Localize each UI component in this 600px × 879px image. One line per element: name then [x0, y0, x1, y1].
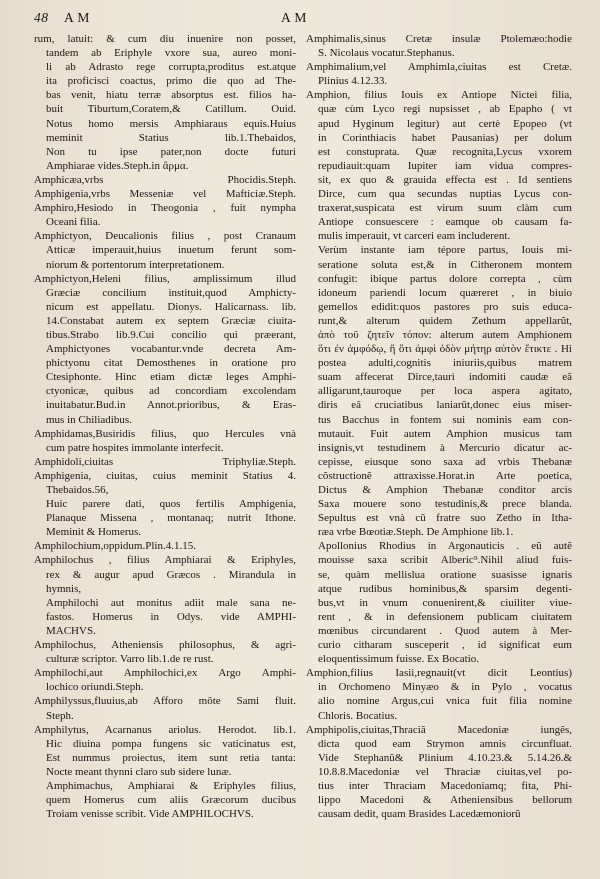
text-line: Oceani filia. [46, 216, 101, 229]
text-line: ctyonicæ, quibus ad concordiam excolendam [46, 385, 296, 398]
text-line: confugit: ibique partus dolore correpta , cùm [318, 272, 572, 285]
text-line: Nocte meant thynni claro sub sidere lunæ. [46, 765, 232, 778]
text-line: Thebaidos.56, [46, 484, 109, 496]
text-line: Planaque Missena , montanaq; nutrit Ithone. [46, 512, 296, 525]
text-line: cepisse, eiusque sono saxa ad vrbis Thebanæ [318, 455, 572, 468]
text-line: traxerat,suspicata est virum suum clàm cum [318, 202, 572, 215]
text-line: rent , & in defensionem publicam ciuitatem [318, 610, 572, 623]
text-line: Notus homo mersis Amphiaraus equis.Huius [46, 117, 296, 130]
text-line: mus in Chiliadibus. [46, 413, 132, 426]
text-line: Apollonius Rhodius in Argonauticis . eũ autẽ [318, 540, 572, 553]
text-line: Amphictyon, Deucalionis filius , post Cranaum [34, 230, 296, 243]
left-running-head: A M [64, 10, 90, 25]
text-line: se, quàm mellislua oratione suasisse ignaris [318, 568, 572, 581]
text-line: gemellos edidit:quos pastores pro suis educa- [318, 300, 572, 313]
text-line: 10.8.8.Macedoniæ vel Thraciæ ciuitas,vel po- [318, 765, 572, 778]
text-line: 14.Constabat autem ex septem Græciæ ciuita- [46, 314, 296, 327]
text-line: mœnibus circundarent . Quod autem à Mer- [318, 624, 572, 637]
text-line: Amphimachus, Amphiarai & Eriphyles filius, [46, 779, 296, 792]
text-line: Amphion,filius Iasii,regnauit(vt dicit Leontius) [306, 667, 572, 680]
text-line: rum, latuit: & cum diu inuenire non posset, [34, 33, 296, 45]
text-line: lochico oriundi.Steph. [46, 681, 144, 694]
text-line: culturæ scriptor. Varro lib.1.de re rust. [46, 653, 214, 666]
text-line: idoneum pariendi locum quæreret , in biuio [318, 286, 572, 299]
text-line: Chloris. Bocatius. [318, 709, 398, 722]
text-line: Steph. [46, 709, 74, 722]
text-line: Vide Stephanũ& Plinium 4.10.23.& 5.14.26.& [318, 751, 572, 764]
text-line: tibus.Strabo lib.9.Cui concilio qui præerant, [46, 328, 296, 341]
text-line: postea adulti,cognitis iniuriis,quibus matrem [318, 357, 572, 370]
text-line: Amphilyssus,fluuius,ab Afforo mõte Sami fluit. [34, 695, 296, 708]
text-line: Est nummus proiectus, item sunt retia tanta: [46, 751, 296, 764]
text-line: quem Homerus cum aliis Græcorum ducibus [46, 794, 296, 807]
text-line: rex & augur apud Græcos . Mirandula in [46, 568, 296, 581]
text-line: bus,vt in vnum conuenirent,& ciuiliter viue- [318, 596, 572, 609]
text-line: Amphictyones vocabantur.vnde decreta Am- [46, 343, 296, 356]
text-line: Ctesiphonte. Hinc etiam dictæ leges Amphi- [46, 371, 296, 384]
text-line: niorum & portentorum interpretationem. [46, 258, 225, 271]
text-line: Dirce, cum qua secundas nuptias Lycus con- [318, 188, 572, 201]
text-line: Amphictyon,Heleni filius, amplissimum illud [34, 272, 296, 285]
text-line: Saxa mouere sono testudinis,& prece blanda. [318, 498, 572, 511]
text-line: ἀπὸ τοῦ ζητεῖν τόπον: alterum autem Amphionem [318, 328, 572, 341]
text-line: buit Tiburtum,Coratem,& Catillum. Ouid. [46, 103, 296, 116]
text-line: cum patre hospites immolante interfecit. [46, 441, 224, 454]
text-columns [34, 32, 572, 821]
text-line: Amphilytus, Acarnanus ariolus. Herodot. lib.1. [34, 723, 296, 736]
text-line: bas venit, hiatu terræ absorptus est. filios ha- [46, 89, 296, 102]
text-line: mulis imperauit, vt carceri eam includerent. [318, 230, 511, 243]
text-line: Græciæ concilium instituit,quod Amphicty- [46, 286, 296, 299]
text-line: Amphigenia, ciuitas, cuius meminit Statius 4. [34, 469, 296, 482]
text-line: dicta quod eam Strymon amnis circunfluat. [318, 737, 572, 750]
text-line: tius inter Thraciam Macedoniamq; fita, Phi- [318, 779, 572, 792]
text-line: Amphilochi aut monitus adiit male sana ne- [46, 596, 296, 609]
text-line: MACHVS. [46, 624, 96, 637]
text-line: causam dedit, quam Brasides Lacedæmoniorũ [318, 808, 521, 821]
text-line: repudiauit:quam Iupiter iam vidua compres- [318, 159, 572, 172]
text-line: inuitabatur.Bud.in Annot.prioribus, & Eras- [46, 399, 296, 412]
running-header [34, 10, 572, 32]
text-line: Atticæ imperauit,huius inuetum ferunt som- [46, 244, 296, 257]
text-line: curio citharam susceperit , id significat eum [318, 639, 572, 652]
text-line: tandem ab Eriphyle vxore sua, aureo moni- [46, 47, 296, 60]
text-line: quæ cùm Lyco regi nupsisset , ab Epapho ( vt [318, 103, 572, 116]
text-line: seratione soluta est,& in Citheronem montem [318, 258, 572, 271]
page-number: 48 [34, 10, 49, 25]
text-line: fastos. Homerus in Odys. vide AMPHI- [46, 610, 296, 623]
text-line: cõstructionẽ attraxisse.Horat.in Arte poetica, [318, 469, 572, 482]
text-line: insignis,vt testudinem à Mercurio dicatur ac- [318, 441, 572, 454]
text-line: Amphiro,Hesiodo in Theogonia , fuit nympha [34, 202, 296, 215]
text-line: in Orchomeno Minyæo & in Pylo , vocatus [318, 681, 572, 694]
text-line: Amphicæa,vrbs Phocidis.Steph. [34, 173, 296, 186]
text-line: Amphimalium,vel Amphimla,ciuitas est Cretæ. [306, 61, 572, 74]
text-line: eloquentissimum fuisse. Ex Bocatio. [318, 653, 480, 666]
text-line: in Corinthiacis habet Pausanias) per dolum [318, 131, 572, 144]
right-column [306, 32, 572, 821]
text-line: Amphidamas,Busiridis filius, quo Hercules vnà [34, 427, 296, 440]
text-line: Troiam venisse scribit. Vide AMPHILOCHVS. [46, 808, 254, 821]
text-line: mutauit. Fuit autem Amphion musicus tam [318, 427, 572, 440]
left-column [34, 32, 296, 821]
text-line: Plinius 4.12.33. [318, 75, 388, 88]
text-line: Meminit & Homerus. [46, 526, 142, 539]
text-line: Amphiarae vides.Steph.in ἄρμα. [46, 159, 189, 172]
text-line: Amphimalis,sinus Cretæ insulæ Ptolemæo:hodie [306, 33, 572, 45]
text-line: suam affecerat Dirce,tauri indomiti caudæ eã [318, 371, 572, 384]
text-line: runt,& alterum quidem Zethum appellarũt, [318, 314, 572, 327]
text-line: ὅτι ἐν ἀμφόδῳ, ἢ ὅτι ἀμφὶ ὁδὸν μήτηρ αὐτὸν ἔτικτε . Hi [318, 343, 572, 356]
text-line: ita proficisci coactus, primo die quo ad The- [46, 75, 296, 88]
text-line: mouisse saxa scribit Alberic⁹.Nihil aliud fuis- [318, 554, 572, 567]
text-line: tus Bacchus in fontem sui nominis eam con- [318, 413, 572, 426]
text-line: Amphipolis,ciuitas,Thraciã Macedoniæ iungẽs, [306, 723, 572, 736]
text-line: Verùm instante iam tépore partus, Iouis mi- [318, 244, 572, 257]
text-line: Amphilochus , filius Amphiarai & Eriphyles, [34, 554, 296, 567]
text-line: atque rudibus hominibus,& sparsim degenti- [318, 582, 572, 595]
text-line: Antiope consuescere : eamque ob causam fa- [318, 216, 572, 229]
text-line: Non tu ipse pater,non docte futuri [46, 145, 296, 158]
text-line: meminit Statius lib.1.Thebaidos, [46, 131, 296, 144]
text-line: lippo Macedoni & Atheniensibus bellorum [318, 794, 572, 807]
text-line: li ab Adrasto rege corrupta,proditus est.atque [46, 61, 296, 74]
text-line: Amphigenia,vrbs Messeniæ vel Mafticiæ.Steph. [34, 188, 296, 201]
text-line: Hic diuina pompa fungens sic vaticinatus est, [46, 737, 296, 750]
text-line: hymnis, [46, 582, 82, 595]
text-line: Amphidoli,ciuitas Triphyliæ.Steph. [34, 455, 296, 468]
text-line: est constuprata. Quæ recognita,Lycus vxorem [318, 145, 572, 158]
right-running-head: A M [281, 10, 307, 25]
text-line: Sepultus est vnà cũ fratre suo Zetho in Itha- [318, 512, 572, 525]
text-line: Amphion, filius Iouis ex Antiope Nictei filia, [306, 89, 572, 102]
text-line: apud Hyginum legitur) aut certè Epopeo (vt [318, 117, 572, 130]
text-line: Amphilochus, Atheniensis philosophus, & agri- [34, 639, 296, 652]
text-line: phictyonu citat Demosthenes in oratione pro [46, 357, 296, 370]
text-line: diris eã cruciatibus laniarũt,donec eius miser- [318, 399, 572, 412]
text-line: Amphilochi,aut Amphilochici,ex Argo Amphi- [34, 667, 296, 680]
text-line: alligarunt,tauroque per loca aspera agitato, [318, 385, 572, 398]
text-line: Huic parere dati, quos fertilis Amphigenia, [46, 498, 296, 511]
text-line: alio nomine Argus,cui vnica fuit filia nomine [318, 695, 572, 708]
text-line: Amphilochium,oppidum.Plin.4.1.15. [34, 540, 196, 553]
text-line: ræa vrbe Bœotiæ.Steph. De Amphione lib.1. [318, 526, 514, 539]
text-line: Dictus & Amphion Thebanæ conditor arcis [318, 484, 572, 496]
text-line: S. Nicolaus vocatur.Stephanus. [318, 47, 455, 60]
text-line: sit, ex quo & grauida effecta est . Id sentiens [318, 173, 572, 186]
text-line: nicum est appellatu. Dionys. Halicarnass. lib. [46, 300, 296, 313]
